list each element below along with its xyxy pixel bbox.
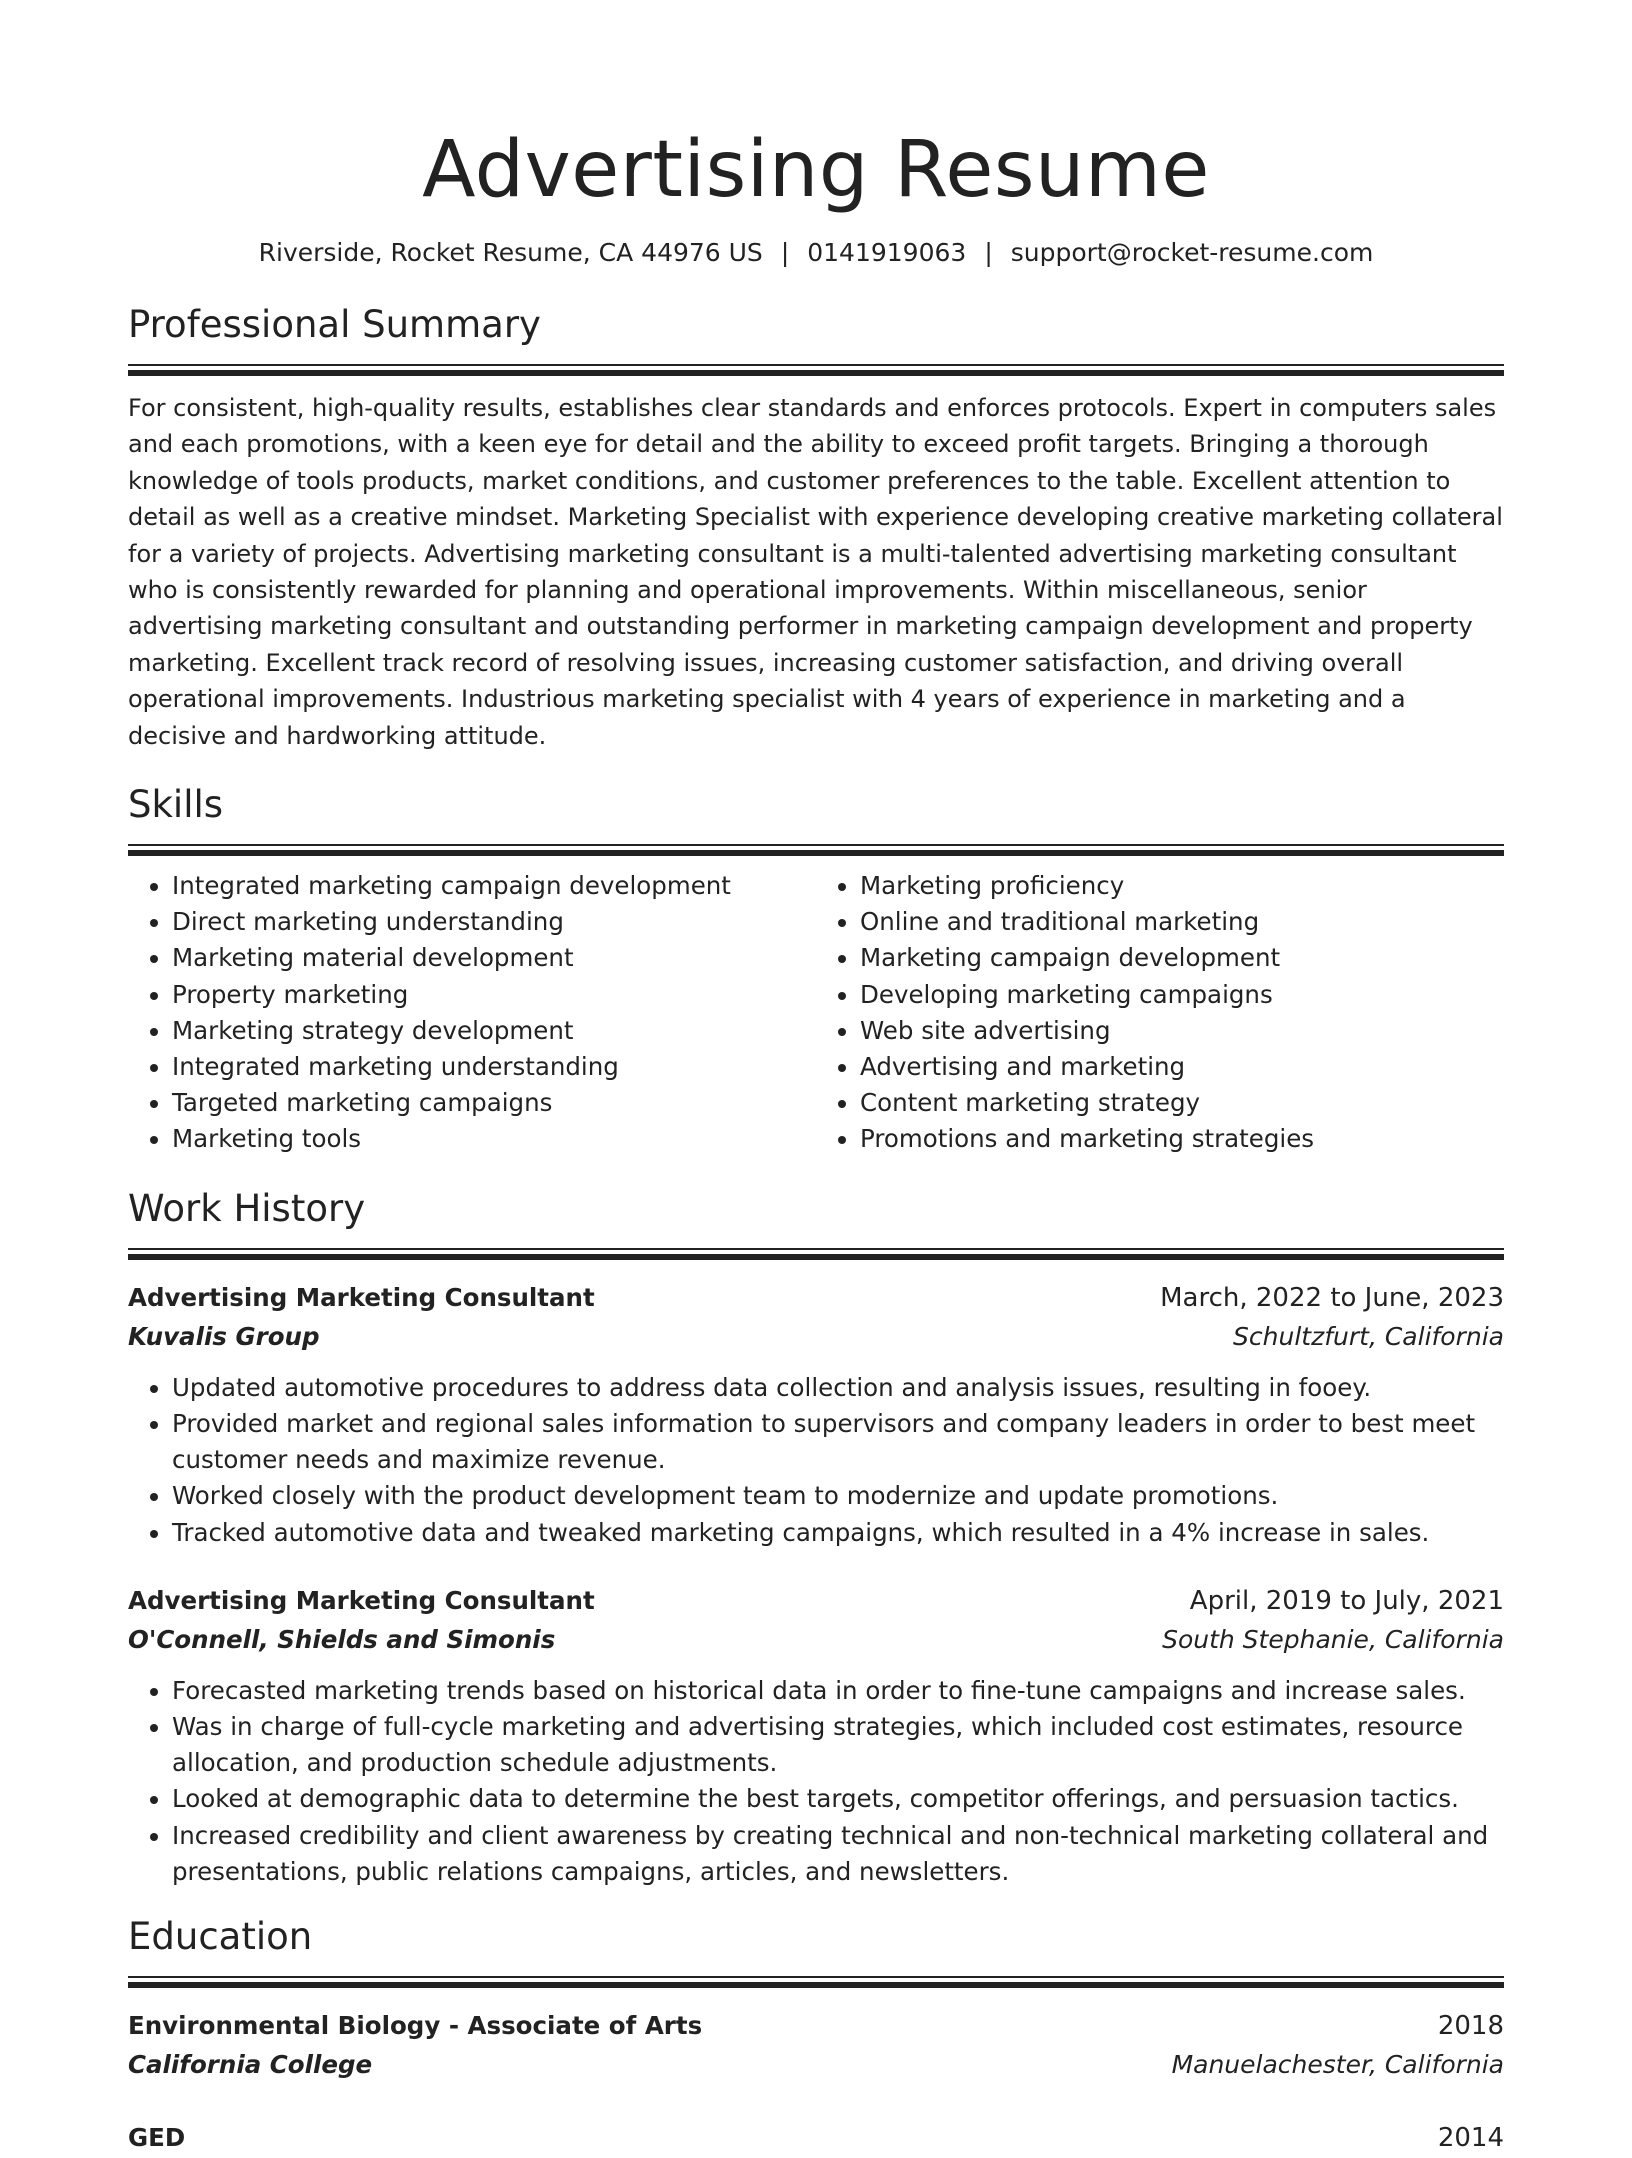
skill-item: • Content marketing strategy: [860, 1085, 1504, 1121]
skills-column-left: [128, 868, 816, 1158]
education-header-row: [128, 2118, 1504, 2158]
job-company-row: [128, 1318, 1504, 1356]
job-company: Kuvalis Group: [128, 1321, 320, 1351]
section-divider: [128, 844, 1504, 856]
education-section: [128, 1912, 1504, 2158]
skill-item: • Online and traditional marketing: [860, 904, 1504, 940]
skill-item: • Advertising and marketing: [860, 1049, 1504, 1085]
summary-section: [128, 300, 1504, 754]
job-bullets: [128, 1370, 1504, 1551]
job-entry: [128, 1581, 1504, 1890]
job-location: Schultzfurt, California: [1233, 1321, 1504, 1351]
skill-item: • Targeted marketing campaigns: [172, 1085, 816, 1121]
education-degree: GED: [128, 2122, 186, 2152]
resume-name: Advertising Resume: [422, 125, 1210, 215]
education-year: 2014: [1437, 2122, 1504, 2153]
job-bullet: • Increased credibility and client awareness by creating technical and non-technical marketing collateral and presentations, public relations campaigns, articles, and newsletters.: [172, 1818, 1504, 1890]
education-school-row: [128, 2046, 1504, 2084]
job-title: Advertising Marketing Consultant: [128, 1585, 595, 1615]
education-entry: [128, 2006, 1504, 2084]
skill-item: • Marketing proficiency: [860, 868, 1504, 904]
skill-item: • Developing marketing campaigns: [860, 977, 1504, 1013]
education-header-row: [128, 2006, 1504, 2046]
skill-item: • Direct marketing understanding: [172, 904, 816, 940]
skill-item: • Marketing material development: [172, 940, 816, 976]
skill-item: • Integrated marketing campaign development: [172, 868, 816, 904]
job-dates: April, 2019 to July, 2021: [1189, 1585, 1504, 1616]
contact-separator: |: [780, 238, 790, 267]
job-bullet: • Forecasted marketing trends based on historical data in order to fine-tune campaigns and increase sales.: [172, 1673, 1504, 1709]
summary-heading: Professional Summary: [128, 303, 541, 346]
job-bullet: • Tracked automotive data and tweaked marketing campaigns, which resulted in a 4% increase in sales.: [172, 1515, 1504, 1551]
work-history-section: [128, 1184, 1504, 1890]
skills-section: [128, 780, 1504, 1158]
section-divider: [128, 1248, 1504, 1260]
skill-item: • Marketing campaign development: [860, 940, 1504, 976]
education-year: 2018: [1437, 2010, 1504, 2041]
resume-content: [128, 118, 1504, 2158]
education-degree: Environmental Biology - Associate of Arts: [128, 2010, 703, 2040]
section-divider: [128, 1976, 1504, 1988]
job-header-row: [128, 1278, 1504, 1318]
section-divider: [128, 364, 1504, 376]
job-bullet: • Provided market and regional sales information to supervisors and company leaders in order to best meet customer needs and maximize revenue.: [172, 1406, 1504, 1478]
education-school: California College: [128, 2049, 373, 2079]
job-bullet: • Updated automotive procedures to address data collection and analysis issues, resulting in fooey.: [172, 1370, 1504, 1406]
contact-phone: 0141919063: [807, 238, 967, 267]
job-bullets: [128, 1673, 1504, 1890]
skills-column-right: [816, 868, 1504, 1158]
skill-item: • Marketing tools: [172, 1121, 816, 1157]
education-location: Manuelachester, California: [1171, 2049, 1504, 2079]
job-bullet: • Looked at demographic data to determine the best targets, competitor offerings, and persuasion tactics.: [172, 1781, 1504, 1817]
job-header-row: [128, 1581, 1504, 1621]
job-location: South Stephanie, California: [1162, 1624, 1504, 1654]
skill-item: • Property marketing: [172, 977, 816, 1013]
contact-line: [128, 236, 1504, 270]
education-entry: [128, 2118, 1504, 2158]
contact-separator: |: [984, 238, 993, 267]
job-company: O'Connell, Shields and Simonis: [128, 1624, 556, 1654]
contact-email[interactable]: support@rocket-resume.com: [1010, 238, 1374, 267]
skill-item: • Web site advertising: [860, 1013, 1504, 1049]
contact-address: Riverside, Rocket Resume, CA 44976 US: [258, 238, 763, 267]
job-bullet: • Worked closely with the product development team to modernize and update promotions.: [172, 1478, 1504, 1514]
job-title: Advertising Marketing Consultant: [128, 1282, 595, 1312]
skill-item: • Integrated marketing understanding: [172, 1049, 816, 1085]
skill-item: • Marketing strategy development: [172, 1013, 816, 1049]
education-heading: Education: [128, 1914, 313, 1958]
job-entry: [128, 1278, 1504, 1551]
skills-list: [128, 868, 1504, 1158]
job-bullet: • Was in charge of full-cycle marketing and advertising strategies, which included cost estimates, resource allocation, and production schedule adjustments.: [172, 1709, 1504, 1781]
skill-item: • Promotions and marketing strategies: [860, 1121, 1504, 1157]
summary-text: For consistent, high-quality results, establishes clear standards and enforces protocols. Expert in computers sales and each promotions, with a keen eye for detail and the ability to exceed profit targets. Bringing a thorough knowledge of tools products, market conditions, and customer preferences to the table. Excellent attention to detail as well as a creative mindset. Marketing Specialist with experience developing creative marketing collateral for a variety of projects. Advertising marketing consultant is a multi-talented advertising marketing consultant who is consistently rewarded for planning and operational improvements. Within miscellaneous, senior advertising marketing consultant and outstanding performer in marketing campaign development and property marketing. Excellent track record of resolving issues, increasing customer satisfaction, and driving overall operational improvements. Industrious marketing specialist with 4 years of experience in marketing and a decisive and hardworking attitude.: [128, 394, 1503, 750]
job-dates: March, 2022 to June, 2023: [1160, 1282, 1504, 1313]
job-company-row: [128, 1621, 1504, 1659]
skills-heading: Skills: [128, 783, 224, 827]
work-history-heading: Work History: [128, 1186, 366, 1230]
